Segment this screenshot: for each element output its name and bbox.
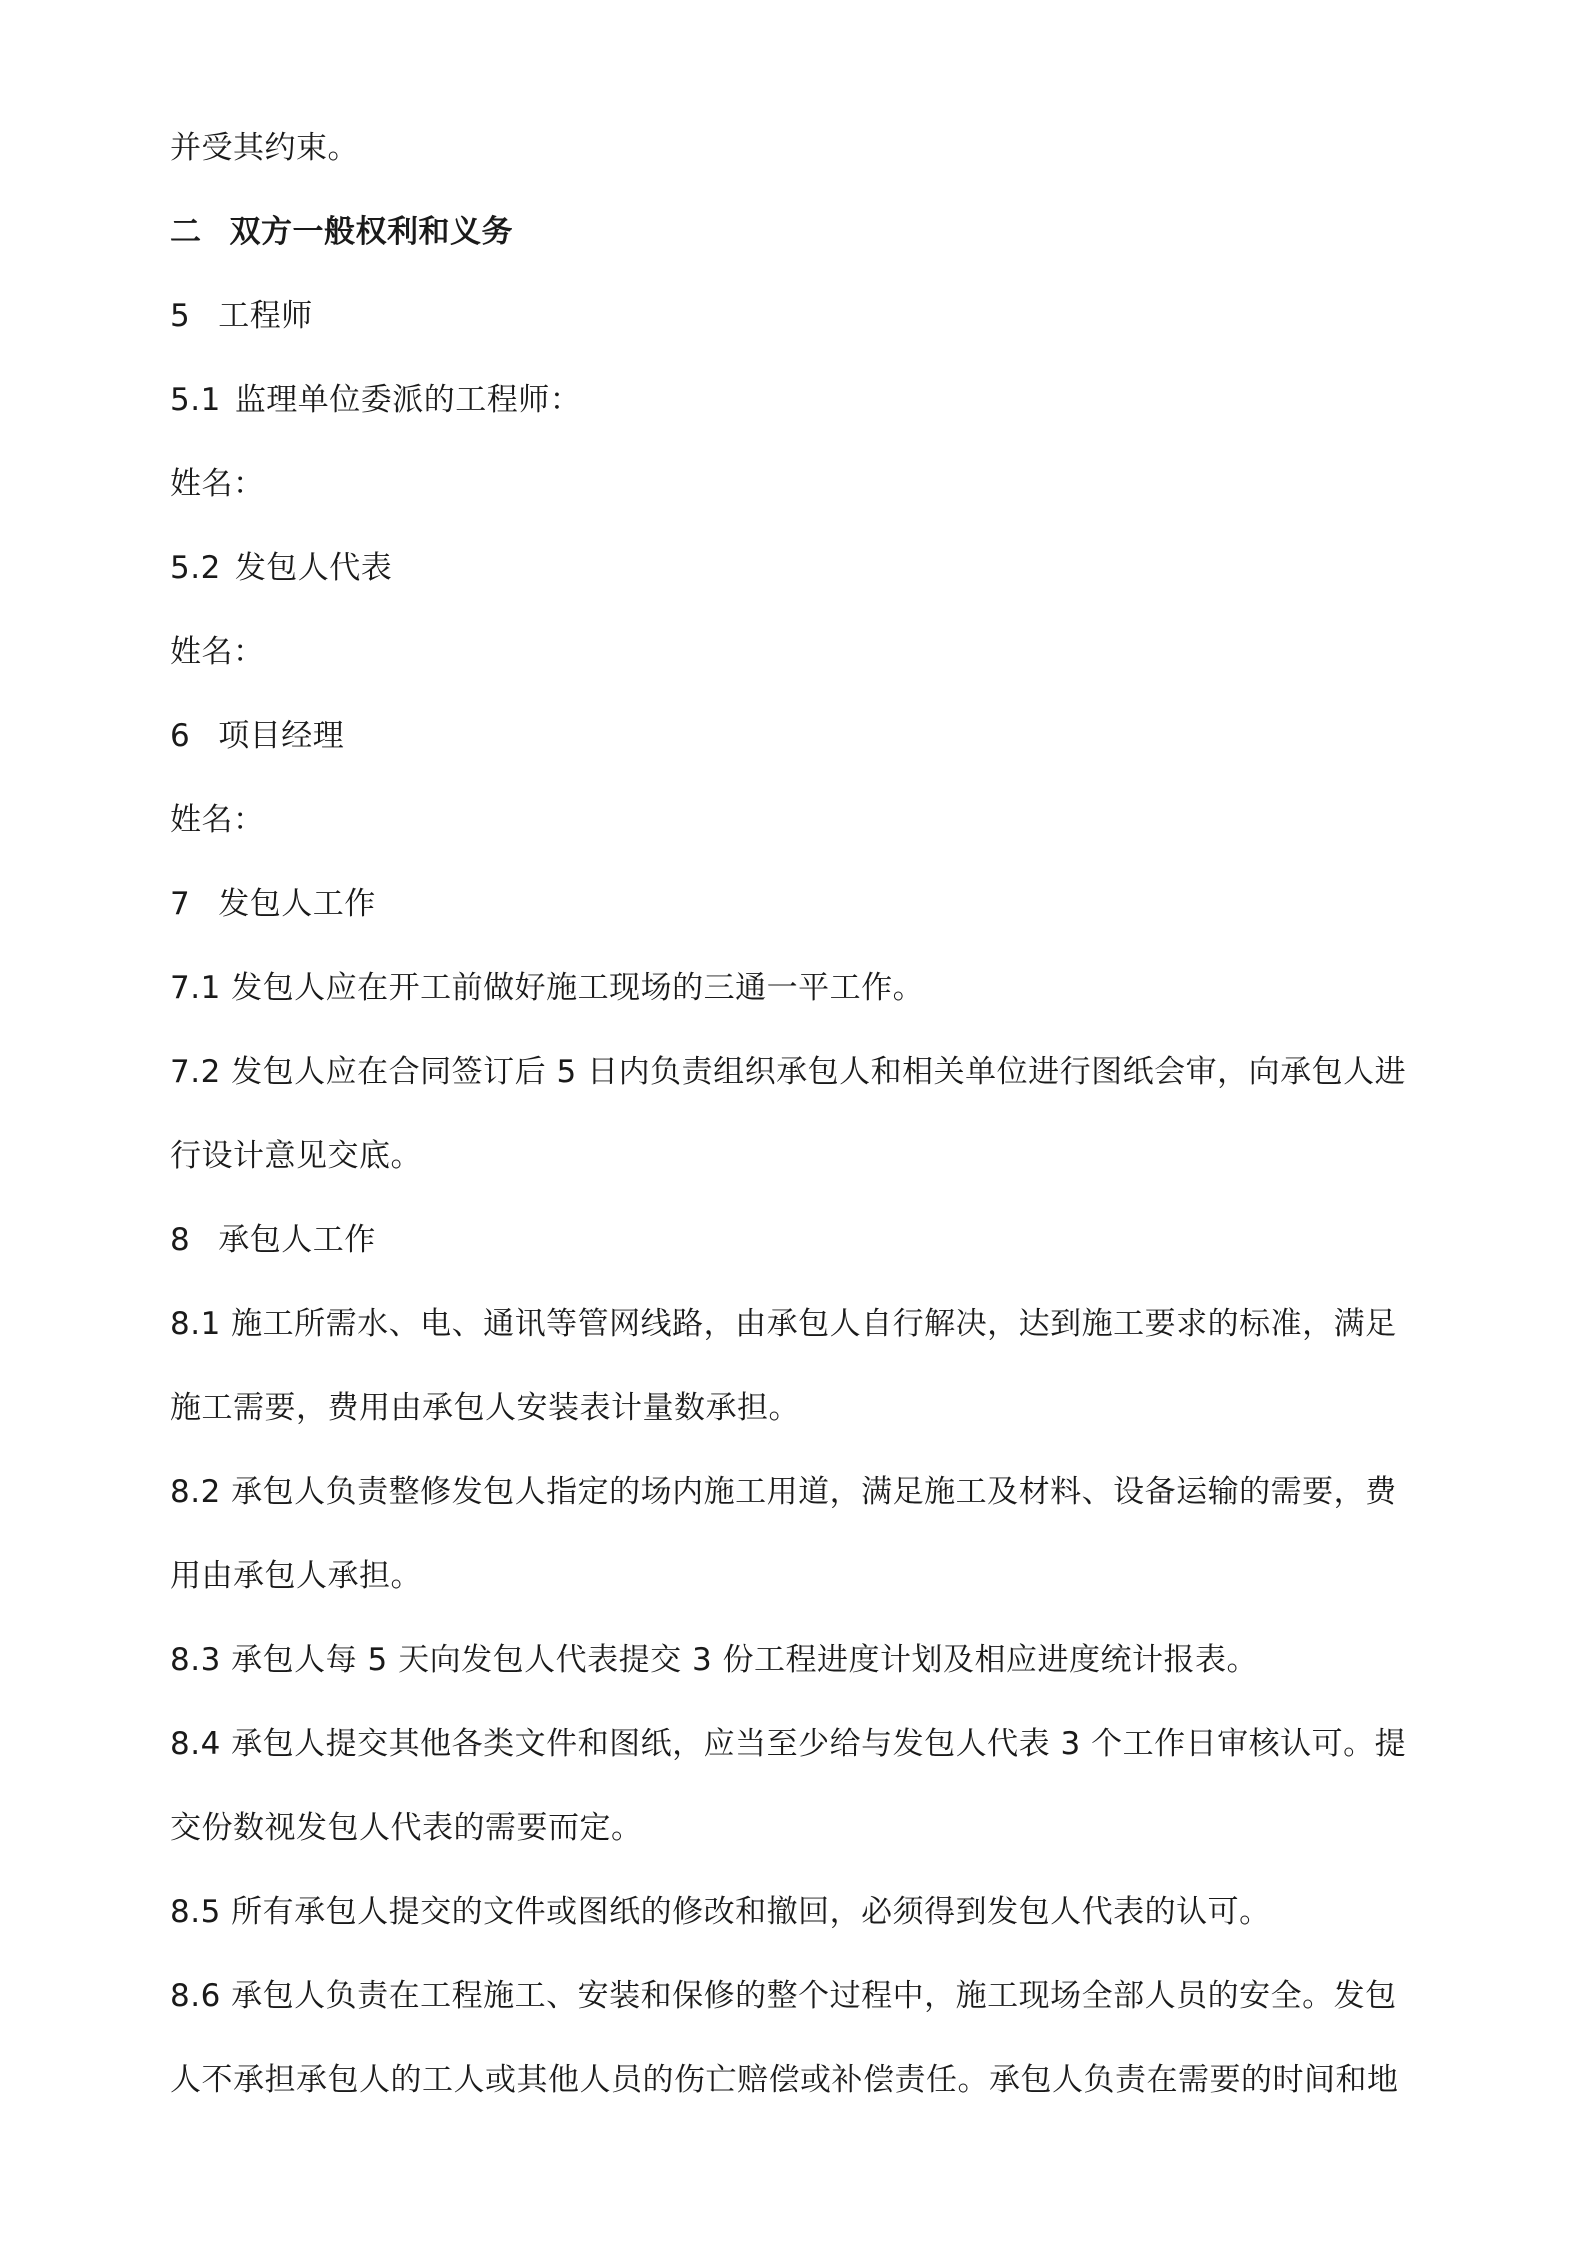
paragraph-line: 施工需要，费用由承包人安装表计量数承担。 [170,1390,800,1426]
clause-number: 7 [170,886,191,922]
paragraph-line: 人不承担承包人的工人或其他人员的伤亡赔偿或补偿责任。承包人负责在需要的时间和地 [170,2062,1399,2098]
paragraph-line: 7.2 发包人应在合同签订后 5 日内负责组织承包人和相关单位进行图纸会审，向承包人进 [170,1054,1407,1090]
clause-number: 6 [170,718,191,754]
clause-number: 8 [170,1222,191,1258]
clause-heading [170,294,1430,338]
clause-heading [170,882,1430,926]
clause-number: 5.1 [170,382,221,418]
section-title: 双方一般权利和义务 [229,214,513,250]
name-field-label: 姓名： [170,466,265,502]
clause-title: 承包人工作 [218,1222,376,1258]
paragraph-line: 8.1 施工所需水、电、通讯等管网线路，由承包人自行解决，达到施工要求的标准，满足 [170,1306,1397,1342]
paragraph-line: 8.6 承包人负责在工程施工、安装和保修的整个过程中，施工现场全部人员的安全。发包 [170,1978,1397,2014]
clause-title: 发包人工作 [218,886,376,922]
clause-heading [170,714,1430,758]
paragraph-line: 交份数视发包人代表的需要而定。 [170,1810,643,1846]
clause-title: 项目经理 [218,718,345,754]
clause-heading [170,1218,1430,1262]
paragraph-line: 8.2 承包人负责整修发包人指定的场内施工用道，满足施工及材料、设备运输的需要，费 [170,1474,1397,1510]
clause-title: 工程师 [218,298,313,334]
paragraph-line: 8.4 承包人提交其他各类文件和图纸，应当至少给与发包人代表 3 个工作日审核认可。提 [170,1726,1407,1762]
paragraph-line: 并受其约束。 [170,130,359,166]
clause-title: 发包人代表 [234,550,393,586]
clause-number: 5 [170,298,191,334]
paragraph-line: 8.5 所有承包人提交的文件或图纸的修改和撤回，必须得到发包人代表的认可。 [170,1894,1271,1930]
paragraph-line: 用由承包人承担。 [170,1558,422,1594]
clause-number: 5.2 [170,550,221,586]
section-heading [170,210,1430,254]
clause-title: 监理单位委派的工程师： [234,382,582,418]
name-field-label: 姓名： [170,634,265,670]
clause-heading [170,546,1430,590]
paragraph-line: 行设计意见交底。 [170,1138,422,1174]
name-field-label: 姓名： [170,802,265,838]
paragraph-line: 8.3 承包人每 5 天向发包人代表提交 3 份工程进度计划及相应进度统计报表。 [170,1642,1259,1678]
paragraph-line: 7.1 发包人应在开工前做好施工现场的三通一平工作。 [170,970,925,1006]
section-number: 二 [170,214,202,250]
clause-heading [170,378,1430,422]
